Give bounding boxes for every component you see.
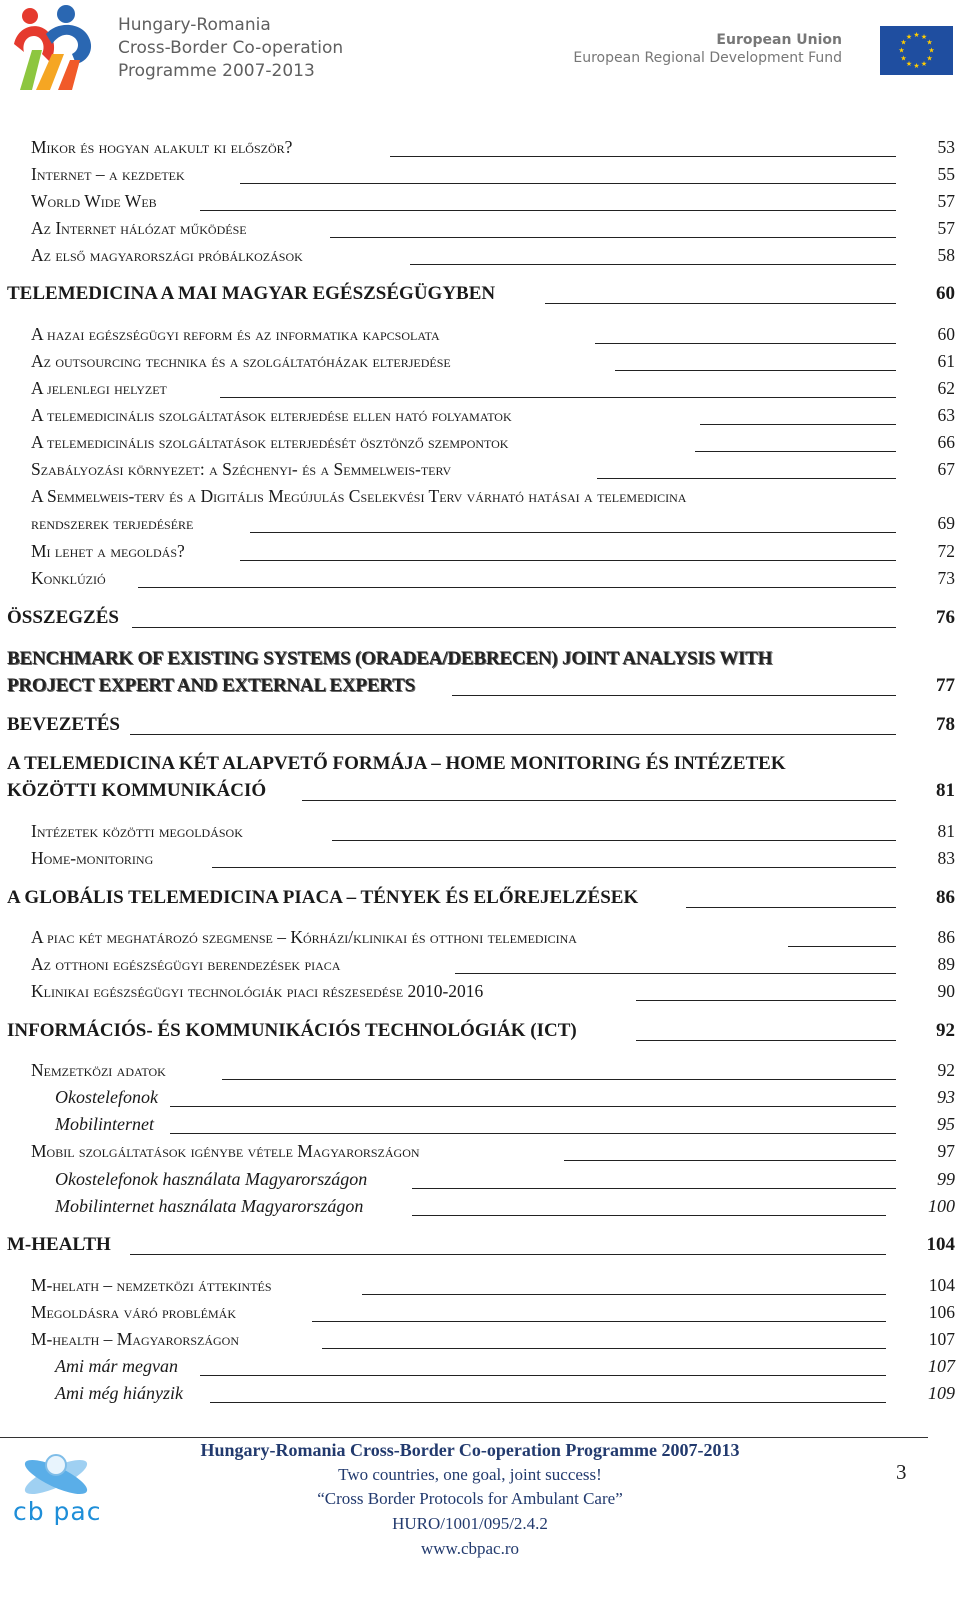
programme-title (118, 14, 343, 83)
toc-chapter[interactable] (0, 887, 960, 911)
svg-text:★: ★ (913, 31, 920, 39)
page-number: 3 (896, 1460, 907, 1484)
toc-page-number: 104 (928, 1275, 955, 1295)
toc-entry[interactable] (0, 540, 960, 564)
toc-page-number: 93 (937, 1087, 955, 1107)
toc-leader (390, 156, 896, 157)
toc-page-number: 72 (937, 541, 955, 561)
page-header (0, 0, 960, 100)
toc-page-number: 58 (937, 245, 955, 265)
toc-entry-title: Internet – a kezdetek (31, 164, 185, 184)
toc-leader (250, 532, 896, 533)
toc-leader (545, 303, 896, 304)
toc-entry-title: Megoldásra váró problémák (31, 1302, 236, 1322)
svg-text:★: ★ (898, 46, 905, 55)
toc-entry-title: Az első magyarországi próbálkozások (31, 245, 303, 265)
eu-fund: European Regional Development Fund (573, 50, 842, 66)
toc-entry[interactable] (0, 190, 960, 214)
toc-leader (170, 1133, 896, 1134)
svg-text:★: ★ (926, 54, 933, 63)
toc-subentry-title: Okostelefonok (55, 1087, 158, 1107)
programme-title-line: Cross-Border Co-operation (118, 38, 344, 58)
toc-leader (362, 1294, 886, 1295)
toc-page-number: 57 (937, 191, 955, 211)
toc-entry-title: M-helath – nemzetközi áttekintés (31, 1275, 272, 1295)
hungary-romania-programme-logo (6, 4, 102, 94)
toc-chapter-title: BEVEZETÉS (7, 714, 120, 735)
toc-page-number: 69 (937, 513, 955, 533)
toc-subentry[interactable] (0, 1195, 960, 1219)
toc-page-number: 76 (936, 607, 955, 628)
toc-page-number: 104 (926, 1234, 955, 1255)
toc-page-number: 81 (936, 780, 955, 801)
toc-leader (210, 1402, 886, 1403)
toc-page-number: 63 (937, 405, 955, 425)
toc-leader (240, 560, 896, 561)
toc-entry[interactable] (0, 404, 960, 428)
toc-entry[interactable] (0, 244, 960, 268)
toc-chapter-title: TELEMEDICINA A MAI MAGYAR EGÉSZSÉGÜGYBEN (7, 283, 496, 304)
toc-entry[interactable] (0, 458, 960, 482)
toc-entry[interactable] (0, 512, 960, 536)
toc-subentry[interactable] (0, 1382, 960, 1406)
toc-leader (200, 1375, 886, 1376)
toc-entry-title: Nemzetközi adatok (31, 1060, 166, 1080)
toc-leader (332, 840, 896, 841)
toc-entry[interactable] (0, 377, 960, 401)
toc-page-number: 60 (936, 283, 955, 304)
toc-chapter-title: A TELEMEDICINA KÉT ALAPVETŐ FORMÁJA – HOME MONITORING ÉS INTÉZETEK (7, 753, 786, 774)
toc-entry[interactable] (0, 136, 960, 160)
toc-page-number: 90 (937, 981, 955, 1001)
eu-flag-icon (880, 26, 953, 75)
toc-chapter-title: BENCHMARK OF EXISTING SYSTEMS (ORADEA/DEBRECEN) JOINT ANALYSIS WITH (7, 648, 773, 669)
toc-chapter[interactable] (0, 607, 960, 631)
toc-subentry[interactable] (0, 1086, 960, 1110)
toc-entry[interactable] (0, 323, 960, 347)
toc-leader (700, 424, 896, 425)
toc-leader (240, 183, 896, 184)
toc-chapter[interactable] (0, 753, 960, 777)
toc-chapter-title: INFORMÁCIÓS- ÉS KOMMUNIKÁCIÓS TECHNOLÓGIÁK (ICT) (7, 1020, 577, 1041)
toc-entry-title: Intézetek közötti megoldások (31, 821, 243, 841)
toc-leader (220, 397, 896, 398)
toc-page-number: 107 (928, 1356, 955, 1376)
toc-chapter[interactable] (0, 283, 960, 307)
svg-text:★: ★ (905, 60, 913, 68)
footer-url[interactable]: www.cbpac.ro (420, 1539, 520, 1558)
toc-entry[interactable] (0, 1140, 960, 1164)
toc-page-number: 73 (937, 568, 955, 588)
toc-subentry[interactable] (0, 1168, 960, 1192)
toc-subentry-title: Okostelefonok használata Magyarországon (55, 1169, 368, 1189)
toc-chapter-title: M-HEALTH (7, 1234, 111, 1255)
toc-entry-title: Szabályozási környezet: a Széchenyi- és a Semmelweis-terv (31, 459, 452, 479)
toc-page-number: 89 (937, 954, 955, 974)
toc-leader (170, 1106, 896, 1107)
toc-leader (322, 1348, 886, 1349)
footer-slogan: Two countries, one goal, joint success! (338, 1465, 602, 1484)
svg-text:★: ★ (900, 54, 907, 63)
toc-entry-title: A piac két meghatározó szegmense – Kórházi/klinikai és otthoni telemedicina (31, 927, 577, 947)
footer-code: HURO/1001/095/2.4.2 (392, 1514, 548, 1533)
svg-text:★: ★ (900, 38, 907, 47)
toc-leader (615, 370, 896, 371)
toc-entry[interactable] (0, 431, 960, 455)
toc-leader (412, 1188, 896, 1189)
toc-leader (222, 1079, 896, 1080)
toc-page-number: 97 (937, 1141, 955, 1161)
toc-entry-title: Az outsourcing technika és a szolgáltatóházak elterjedése (31, 351, 451, 371)
svg-text:★: ★ (928, 46, 935, 55)
footer-project: “Cross Border Protocols for Ambulant Care” (317, 1489, 623, 1508)
eu-title: European Union (716, 32, 842, 48)
programme-title-line: Programme 2007-2013 (118, 61, 315, 81)
toc-leader (138, 587, 896, 588)
toc-leader (130, 734, 896, 735)
programme-title-line: Hungary-Romania (118, 15, 271, 35)
toc-page-number: 92 (936, 1020, 955, 1041)
toc-entry-title: A Semmelweis-terv és a Digitális Megújulás Cselekvési Terv várható hatásai a telemedicina (31, 486, 687, 506)
footer-programme: Hungary-Romania Cross-Border Co-operation Programme 2007-2013 (200, 1440, 740, 1460)
toc-page-number: 61 (937, 351, 955, 371)
toc-page-number: 92 (937, 1060, 955, 1080)
toc-page-number: 99 (937, 1169, 955, 1189)
toc-entry[interactable] (0, 1301, 960, 1325)
toc-leader (330, 237, 896, 238)
toc-chapter-title: A GLOBÁLIS TELEMEDICINA PIACA – TÉNYEK ÉS ELŐREJELZÉSEK (7, 887, 639, 908)
toc-page-number: 83 (937, 848, 955, 868)
toc-subentry-title: Ami már megvan (55, 1356, 178, 1376)
toc-entry[interactable] (0, 980, 960, 1004)
toc-entry-title: Mikor és hogyan alakult ki először? (31, 137, 293, 157)
toc-chapter-title: ÖSSZEGZÉS (7, 607, 119, 628)
toc-entry-title: A hazai egészségügyi reform és az informatika kapcsolata (31, 324, 440, 344)
toc-entry[interactable] (0, 926, 960, 950)
toc-subentry-title: Mobilinternet használata Magyarországon (55, 1196, 364, 1216)
toc-chapter[interactable] (0, 648, 960, 672)
toc-entry-title: A telemedicinális szolgáltatások elterjedését ösztönző szempontok (31, 432, 509, 452)
toc-chapter[interactable] (0, 675, 960, 699)
toc-page-number: 78 (936, 714, 955, 735)
toc-entry-title: M-health – Magyarországon (31, 1329, 240, 1349)
toc-entry-title: Klinikai egészségügyi technológiák piaci részesedése 2010-2016 (31, 981, 484, 1001)
toc-page-number: 57 (937, 218, 955, 238)
toc-leader (788, 946, 896, 947)
footer-divider (0, 1437, 928, 1438)
toc-leader (686, 907, 896, 908)
toc-leader (597, 478, 896, 479)
toc-leader (636, 1000, 896, 1001)
toc-page-number: 86 (937, 927, 955, 947)
toc-page-number: 100 (928, 1196, 955, 1216)
toc-entry[interactable] (0, 217, 960, 241)
toc-entry[interactable] (0, 820, 960, 844)
svg-text:★: ★ (926, 38, 933, 47)
toc-page-number: 86 (936, 887, 955, 908)
toc-entry-title: rendszerek terjedésére (31, 513, 194, 533)
toc-page-number: 77 (936, 675, 955, 696)
toc-entry-title: Az Internet hálózat működése (31, 218, 247, 238)
toc-subentry[interactable] (0, 1355, 960, 1379)
toc-leader (302, 800, 896, 801)
toc-page-number: 62 (937, 378, 955, 398)
toc-entry-title: A telemedicinális szolgáltatások elterjedése ellen ható folyamatok (31, 405, 512, 425)
toc-entry[interactable] (0, 1328, 960, 1352)
toc-entry[interactable] (0, 847, 960, 871)
svg-text:★: ★ (913, 62, 920, 70)
toc-entry-title: Az otthoni egészségügyi berendezések piaca (31, 954, 341, 974)
toc-entry[interactable] (0, 350, 960, 374)
toc-entry-title: Konklúzió (31, 568, 106, 588)
toc-page-number: 67 (937, 459, 955, 479)
toc-leader (312, 1321, 886, 1322)
toc-page-number: 95 (937, 1114, 955, 1134)
toc-chapter[interactable] (0, 714, 960, 738)
cbpac-logo-text: cb pac (13, 1497, 102, 1526)
toc-entry[interactable] (0, 1059, 960, 1083)
toc-leader (410, 264, 896, 265)
toc-entry[interactable] (0, 485, 960, 509)
toc-entry-title: A jelenlegi helyzet (31, 378, 167, 398)
toc-leader (452, 695, 896, 696)
svg-text:★: ★ (905, 33, 913, 41)
toc-page-number: 107 (928, 1329, 955, 1349)
toc-leader (132, 627, 896, 628)
toc-page-number: 60 (937, 324, 955, 344)
svg-text:★: ★ (920, 33, 928, 41)
toc-entry[interactable] (0, 163, 960, 187)
toc-entry-title: Mi lehet a megoldás? (31, 541, 185, 561)
toc-entry[interactable] (0, 953, 960, 977)
toc-subentry-title: Mobilinternet (55, 1114, 154, 1134)
toc-leader (564, 1160, 896, 1161)
toc-chapter-title: PROJECT EXPERT AND EXTERNAL EXPERTS (7, 675, 415, 696)
toc-chapter[interactable] (0, 1234, 960, 1258)
svg-text:★: ★ (920, 60, 928, 68)
toc-leader (636, 1040, 896, 1041)
toc-chapter[interactable] (0, 1020, 960, 1044)
toc-chapter-title: KÖZÖTTI KOMMUNIKÁCIÓ (7, 780, 267, 801)
toc-page-number: 55 (937, 164, 955, 184)
toc-leader (130, 1254, 886, 1255)
toc-leader (212, 867, 896, 868)
toc-entry[interactable] (0, 567, 960, 591)
toc-chapter[interactable] (0, 780, 960, 804)
toc-page-number: 66 (937, 432, 955, 452)
toc-leader (455, 973, 896, 974)
toc-page-number: 106 (928, 1302, 955, 1322)
toc-entry-title: Home-monitoring (31, 848, 154, 868)
toc-leader (595, 343, 896, 344)
eu-label (573, 32, 842, 67)
toc-entry[interactable] (0, 1274, 960, 1298)
toc-leader (695, 451, 896, 452)
toc-leader (200, 210, 896, 211)
toc-entry-title: World Wide Web (31, 191, 157, 211)
toc-page-number: 53 (937, 137, 955, 157)
toc-subentry[interactable] (0, 1113, 960, 1137)
toc-page-number: 81 (937, 821, 955, 841)
toc-leader (412, 1215, 886, 1216)
toc-entry-title: Mobil szolgáltatások igénybe vétele Magyarországon (31, 1141, 420, 1161)
toc-page-number: 109 (928, 1383, 955, 1403)
toc-subentry-title: Ami még hiányzik (55, 1383, 183, 1403)
